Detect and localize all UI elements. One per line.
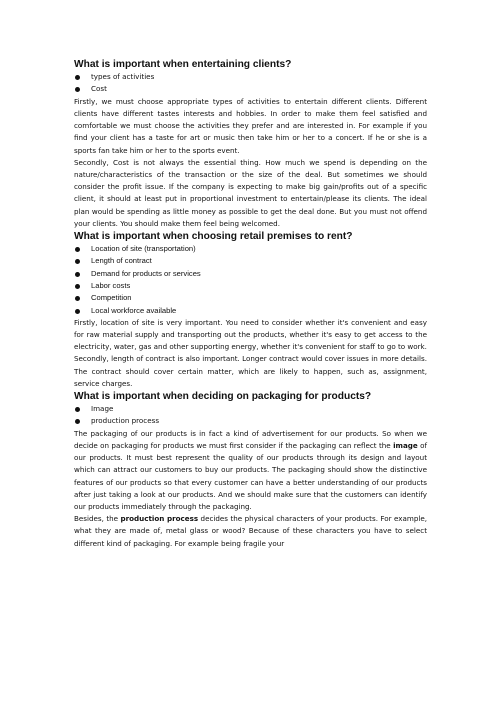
document-page bbox=[74, 58, 427, 550]
bullet-icon bbox=[75, 75, 80, 80]
paragraph: The packaging of our products is in fact a kind of advertisement for our products. So when we decide on packaging for products we must first consider if the packaging can reflect the image of our products. It must best represent the quality of our products through its design and layout which can attract our customers to buy our products. The packaging should show the distinctive features of our products so that every customer can have a better understanding of our products after just taking a look at our products. And we should make sure that the customers can identify our products immediately through the packaging. bbox=[74, 428, 427, 512]
list-item: Demand for products or services bbox=[74, 268, 427, 280]
list-item: production process bbox=[74, 415, 427, 427]
list-item: Image bbox=[74, 403, 427, 415]
bullet-list bbox=[74, 403, 427, 428]
bullet-icon bbox=[75, 309, 80, 314]
list-item: Labor costs bbox=[74, 280, 427, 292]
list-item: Location of site (transportation) bbox=[74, 243, 427, 255]
bullet-icon bbox=[75, 419, 80, 424]
bullet-icon bbox=[75, 259, 80, 264]
bullet-icon bbox=[75, 272, 80, 277]
bullet-list bbox=[74, 243, 427, 317]
paragraph: Besides, the production process decides the physical characters of your products. For example, what they are made of, metal glass or wood? Because of these characters you have to select different kind of packaging. For example being fragile your bbox=[74, 514, 428, 548]
paragraph: Secondly, Cost is not always the essential thing. How much we spend is depending on the nature/characteristics of the transaction or the size of the deal. But sometimes we should consider the profit issue. If the company is expecting to make big gain/profits out of a specific client, it should at least put in proportional investment to entertain/please its clients. The ideal plan would be spending as little money as possible to get the deal done. But you must not offend your clients. You should make them feel being welcomed. bbox=[74, 157, 427, 228]
bullet-icon bbox=[75, 284, 80, 289]
section-heading: What is important when deciding on packaging for products? bbox=[74, 391, 372, 403]
paragraph: Firstly, we must choose appropriate types of activities to entertain different clients. Different clients have different tastes interests and hobbies. In order to make them feel satisfied and comfortable we must choose the activities they prefer and are interested in. For example if you find your client has a taste for art or music then take him or her to a concert. If he or she is a sports fan take him or her to the sports event. bbox=[74, 96, 427, 155]
bullet-icon bbox=[75, 296, 80, 301]
bullet-icon bbox=[75, 407, 80, 412]
section-heading: What is important when entertaining clients? bbox=[74, 59, 292, 70]
list-item: types of activities bbox=[74, 71, 427, 83]
paragraph: Secondly, length of contract is also important. Longer contract would cover issues in more details. The contract should cover certain matter, which are likely to happen, such as, assignment, service charges. bbox=[74, 354, 427, 388]
list-item: Local workforce available bbox=[74, 305, 427, 317]
bullet-icon bbox=[75, 87, 80, 92]
bold-term: image bbox=[393, 441, 418, 451]
bold-term: production process bbox=[120, 514, 199, 524]
bullet-icon bbox=[75, 247, 80, 252]
list-item: Competition bbox=[74, 292, 427, 304]
section-heading: What is important when choosing retail premises to rent? bbox=[74, 231, 353, 243]
paragraph: Firstly, location of site is very important. You need to consider whether it's convenient and easy for raw material supply and transporting out the products, whether it's easy to get access to the electricity, water, gas and other supporting energy, whether it's convenient for staff to go to work. bbox=[74, 317, 427, 352]
bullet-list bbox=[74, 71, 427, 96]
list-item: Cost bbox=[74, 83, 427, 95]
list-item: Length of contract bbox=[74, 255, 427, 267]
